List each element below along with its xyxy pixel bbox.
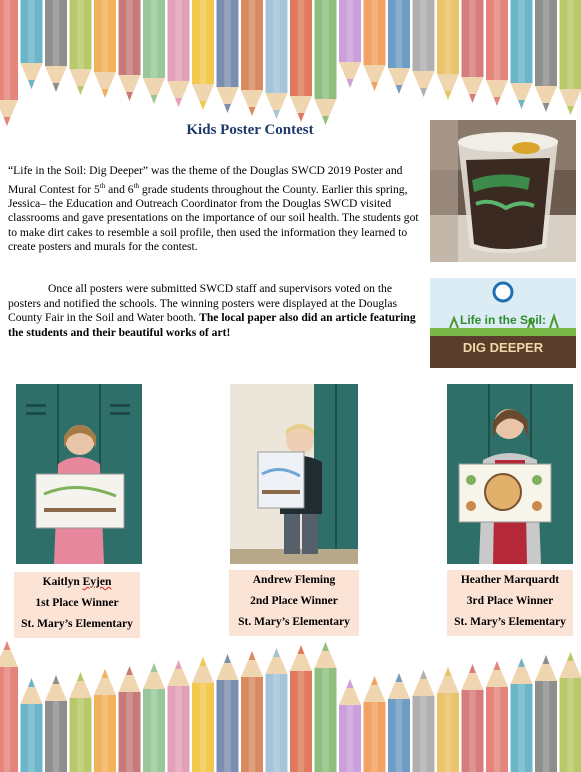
- pencil-icon: [511, 658, 533, 772]
- pencil-icon: [45, 675, 67, 772]
- pencil-icon: [560, 0, 581, 115]
- logo-line-2: DIG DEEPER: [462, 340, 544, 355]
- pencil-icon: [70, 672, 92, 772]
- pencil-icon: [119, 666, 141, 772]
- pencil-icon: [192, 0, 214, 110]
- pencil-icon: [413, 670, 435, 772]
- pencil-icon: [94, 669, 116, 772]
- pencil-icon: [0, 641, 18, 772]
- pencil-icon: [535, 655, 557, 772]
- winner-name-2: Andrew Fleming: [252, 574, 336, 586]
- pencil-icon: [192, 657, 214, 772]
- pencil-icon: [364, 676, 386, 772]
- winner-photo-2: [230, 384, 358, 564]
- bottom-pencil-border: [0, 637, 581, 772]
- page-title: Kids Poster Contest: [186, 122, 314, 138]
- winner-place-3: 3rd Place Winner: [466, 595, 554, 607]
- pencil-icon: [241, 0, 263, 116]
- pencil-icon: [339, 679, 361, 772]
- winner-photo-3: [447, 384, 573, 564]
- pencil-icon: [388, 0, 410, 94]
- pencil-icon: [315, 0, 337, 125]
- pencil-icon: [21, 0, 43, 89]
- pencil-icon: [143, 663, 165, 772]
- pencil-icon: [339, 0, 361, 88]
- pencil-icon: [560, 652, 581, 772]
- winner-name-3: Heather Marquardt: [460, 574, 560, 586]
- pencil-icon: [168, 0, 190, 107]
- pencil-icon: [462, 664, 484, 772]
- pencil-icon: [364, 0, 386, 91]
- article-paragraph-1: “Life in the Soil: Dig Deeper” was the theme of the Douglas SWCD 2019 Poster and Mural Contest for 5th and 6th grade students throughout the County. Earlier this spring, Jessica– the Education and Outreach Coordinator from the Douglas SWCD visited classrooms and gave presentations on the importance of our soil health. The students got to make dirt cakes to resemble a soil profile, then used the information they learned to create posters and murals for the contest.: [8, 164, 419, 254]
- pencil-icon: [486, 661, 508, 772]
- dirt-cake-photo: [430, 120, 576, 262]
- pencil-icon: [388, 673, 410, 772]
- pencil-icon: [290, 645, 312, 772]
- pencil-icon: [119, 0, 141, 101]
- winner-name-1: Kaitlyn Eyjen: [42, 576, 112, 588]
- pencil-icon: [266, 648, 288, 772]
- winner-caption-3: [447, 570, 573, 636]
- logo-line-1: Life in the Soil:: [460, 313, 546, 327]
- pencil-icon: [94, 0, 116, 98]
- pencil-icon: [290, 0, 312, 122]
- pencil-icon: [168, 660, 190, 772]
- pencil-icon: [535, 0, 557, 112]
- pencil-icon: [437, 0, 459, 100]
- winner-place-1: 1st Place Winner: [35, 597, 119, 609]
- top-pencil-border: [0, 0, 581, 130]
- winner-place-2: 2nd Place Winner: [250, 595, 338, 607]
- winner-photo-1: [16, 384, 142, 564]
- pencil-icon: [217, 654, 239, 772]
- pencil-icon: [241, 651, 263, 772]
- pencil-icon: [70, 0, 92, 95]
- life-in-the-soil-logo: [430, 278, 576, 368]
- pencil-icon: [45, 0, 67, 92]
- pencil-icon: [0, 0, 18, 126]
- pencil-icon: [486, 0, 508, 106]
- pencil-icon: [315, 642, 337, 772]
- article-paragraph-2: Once all posters were submitted SWCD staff and supervisors voted on the posters and notified the schools. The winning posters were displayed at the Douglas County Fair in the Soil and Water booth. The local paper also did an article featuring the students and their beautiful works of art!: [8, 282, 416, 339]
- pencil-icon: [437, 667, 459, 772]
- pencil-icon: [413, 0, 435, 97]
- pencil-icon: [462, 0, 484, 103]
- pencil-icon: [266, 0, 288, 119]
- pencil-icon: [21, 678, 43, 772]
- winner-school-1: St. Mary’s Elementary: [21, 618, 133, 630]
- pencil-icon: [143, 0, 165, 104]
- pencil-icon: [511, 0, 533, 109]
- winner-caption-1: [14, 572, 140, 638]
- pencil-icon: [217, 0, 239, 113]
- winner-school-2: St. Mary’s Elementary: [238, 616, 350, 628]
- winner-caption-2: [229, 570, 359, 636]
- winner-school-3: St. Mary’s Elementary: [454, 616, 566, 628]
